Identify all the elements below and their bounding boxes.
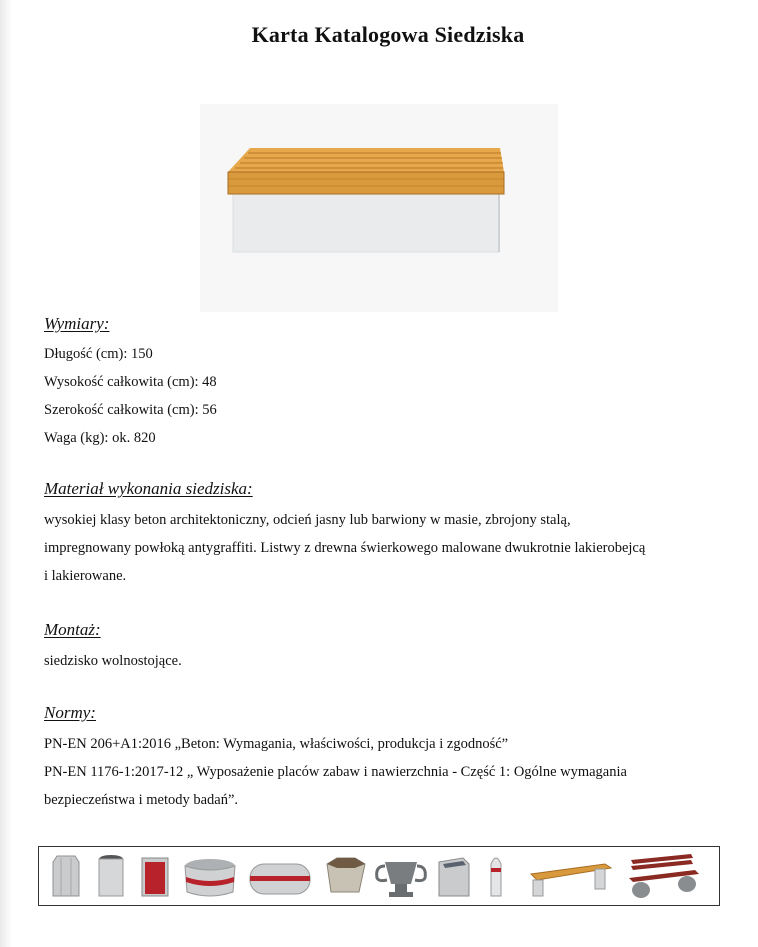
standard-line: PN-EN 206+A1:2016 „Beton: Wymagania, właściwości, produkcja i zgodność”	[44, 736, 509, 752]
park-bench-with-backrest-icon	[625, 852, 705, 900]
page-title: Karta Katalogowa Siedziska	[251, 22, 525, 47]
cup-planter-with-handles-icon	[373, 852, 429, 900]
round-concrete-bin-icon	[96, 852, 126, 900]
dimension-width: Szerokość całkowita (cm): 56	[44, 402, 217, 418]
product-family-strip	[38, 846, 720, 906]
square-planter-icon	[433, 852, 473, 900]
standards-heading: Normy:	[44, 703, 96, 722]
wooden-bench-concrete-legs-icon	[525, 852, 615, 900]
long-planter-red-band-icon	[247, 852, 313, 900]
concrete-bench-icon	[200, 104, 558, 312]
octagonal-concrete-bin-icon	[51, 852, 81, 900]
dimensions-heading: Wymiary:	[44, 314, 110, 333]
page-edge-shadow	[0, 0, 12, 947]
mounting-heading: Montaż:	[44, 620, 101, 639]
material-line: wysokiej klasy beton architektoniczny, odcień jasny lub barwiony w masie, zbrojony stalą,	[44, 512, 571, 528]
material-heading: Materiał wykonania siedziska:	[44, 479, 253, 498]
dimension-length: Długość (cm): 150	[44, 346, 153, 362]
bollard-icon	[485, 852, 507, 900]
red-box-bin-icon	[139, 852, 171, 900]
round-planter-red-band-icon	[183, 852, 237, 900]
product-photo	[200, 104, 558, 312]
dimension-height: Wysokość całkowita (cm): 48	[44, 374, 217, 390]
hexagonal-planter-icon	[321, 852, 369, 900]
material-line: impregnowany powłoką antygraffiti. Listwy z drewna świerkowego malowane dwukrotnie lakierobejcą	[44, 540, 646, 556]
standard-line: PN-EN 1176-1:2017-12 „ Wyposażenie placów zabaw i nawierzchnia - Część 1: Ogólne wymagania	[44, 764, 627, 780]
standard-line: bezpieczeństwa i metody badań”.	[44, 792, 239, 808]
mounting-line: siedzisko wolnostojące.	[44, 653, 182, 669]
dimension-weight: Waga (kg): ok. 820	[44, 430, 156, 446]
material-line: i lakierowane.	[44, 568, 127, 584]
